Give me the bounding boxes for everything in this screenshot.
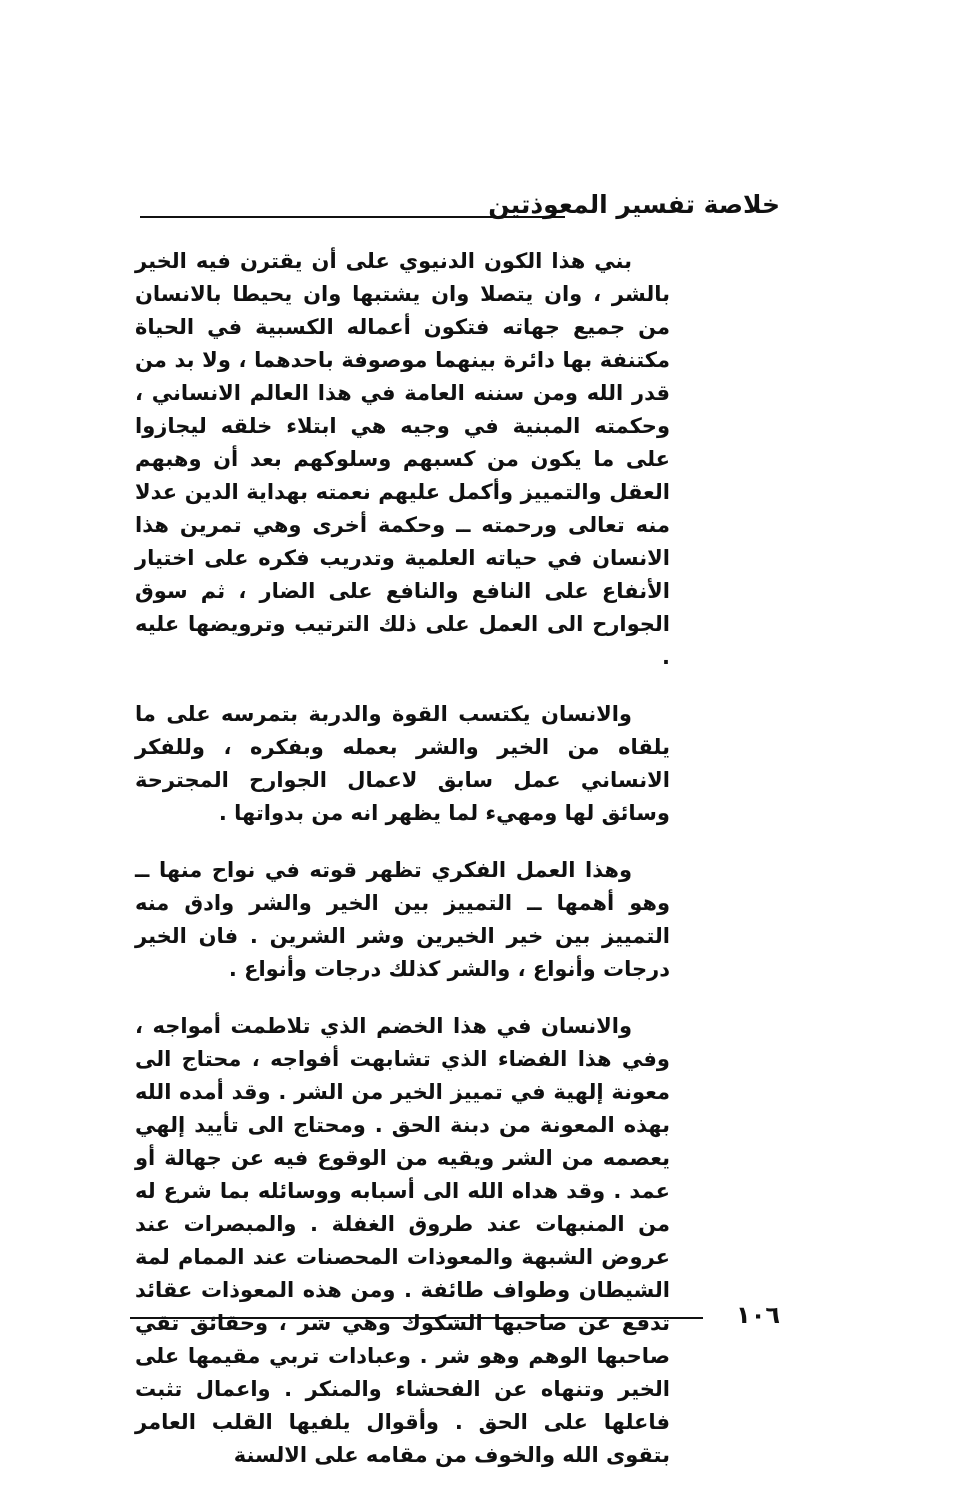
main-text: [135, 245, 670, 1467]
paragraph-2: والانسان يكتسب القوة والدربة بتمرسه على ما يلقاه من الخير والشر بعمله وبفكره ، وللفكر الانساني عمل سابق لاعمال الجوارح المجترحة وسائق لها ومهيء لما يظهر انه من بدواتها .: [135, 702, 670, 825]
page-number: ١٠٦: [736, 1301, 780, 1329]
footer-rule: [130, 1317, 703, 1319]
paragraph-4: والانسان في هذا الخضم الذي تلاطمت أمواجه ، وفي هذا الفضاء الذي تشابهت أفواجه ، محتاج الى معونة إلهية في تمييز الخير من الشر . وقد أمده الله بهذه المعونة من دبنة الحق . ومحتاج الى تأييد إلهي يعصمه من الشر ويقيه من الوقوع فيه عن جهالة أو عمد . وقد هداه الله الى أسبابه ووسائله بما شرع له من المنبهات عند طروق الغفلة . والمبصرات عند عروض الشبهة والمعوذات المحصنات عند الممام لمة الشيطان وطواف طائفة . ومن هذه المعوذات عقائد تدفع عن صاحبها الشكوك وهي شر ، وحقائق تقي صاحبها الوهم وهو شر . وعبادات تربي مقيمها على الخير وتنهاه عن الفحشاء والمنكر . واعمال تثبت فاعلها على الحق . وأقوال يلفيها القلب العامر بتقوى الله والخوف من مقامه على الالسنة: [135, 1014, 670, 1467]
page-header: [140, 185, 780, 225]
header-rule: [140, 216, 565, 218]
paragraph-3: وهذا العمل الفكري تظهر قوته في نواح منها ــ وهو أهمها ــ التمييز بين الخير والشر وادق منه التمييز بين خير الخيرين وشر الشرين . فان الخير درجات وأنواع ، والشر كذلك درجات وأنواع .: [135, 858, 670, 981]
paragraph-1: بني هذا الكون الدنيوي على أن يقترن فيه الخير بالشر ، وان يتصلا وان يشتبها وان يحيطا بالانسان من جميع جهاته فتكون أعماله الكسبية في الحياة مكتنفة بها دائرة بينهما موصوفة باحدهما ، ولا بد من قدر الله ومن سننه العامة في هذا العالم الانساني ، وحكمته المبنية في وجيه هي ابتلاء خلقه ليجازوا على ما يكون من كسبهم وسلوكهم بعد أن وهبهم العقل والتمييز وأكمل عليهم نعمته بهداية الدين عدلا منه تعالى ورحمته ــ وحكمة أخرى وهي تمرين هذا الانسان في حياته العلمية وتدريب فكره على اختيار الأنفاع على النافع والنافع على الضار ، ثم سوق الجوارح الى العمل على ذلك الترتيب وترويضها عليه .: [135, 249, 670, 669]
page-footer: [130, 1295, 780, 1335]
running-title: خلاصة تفسير المعوذتين: [488, 190, 780, 219]
